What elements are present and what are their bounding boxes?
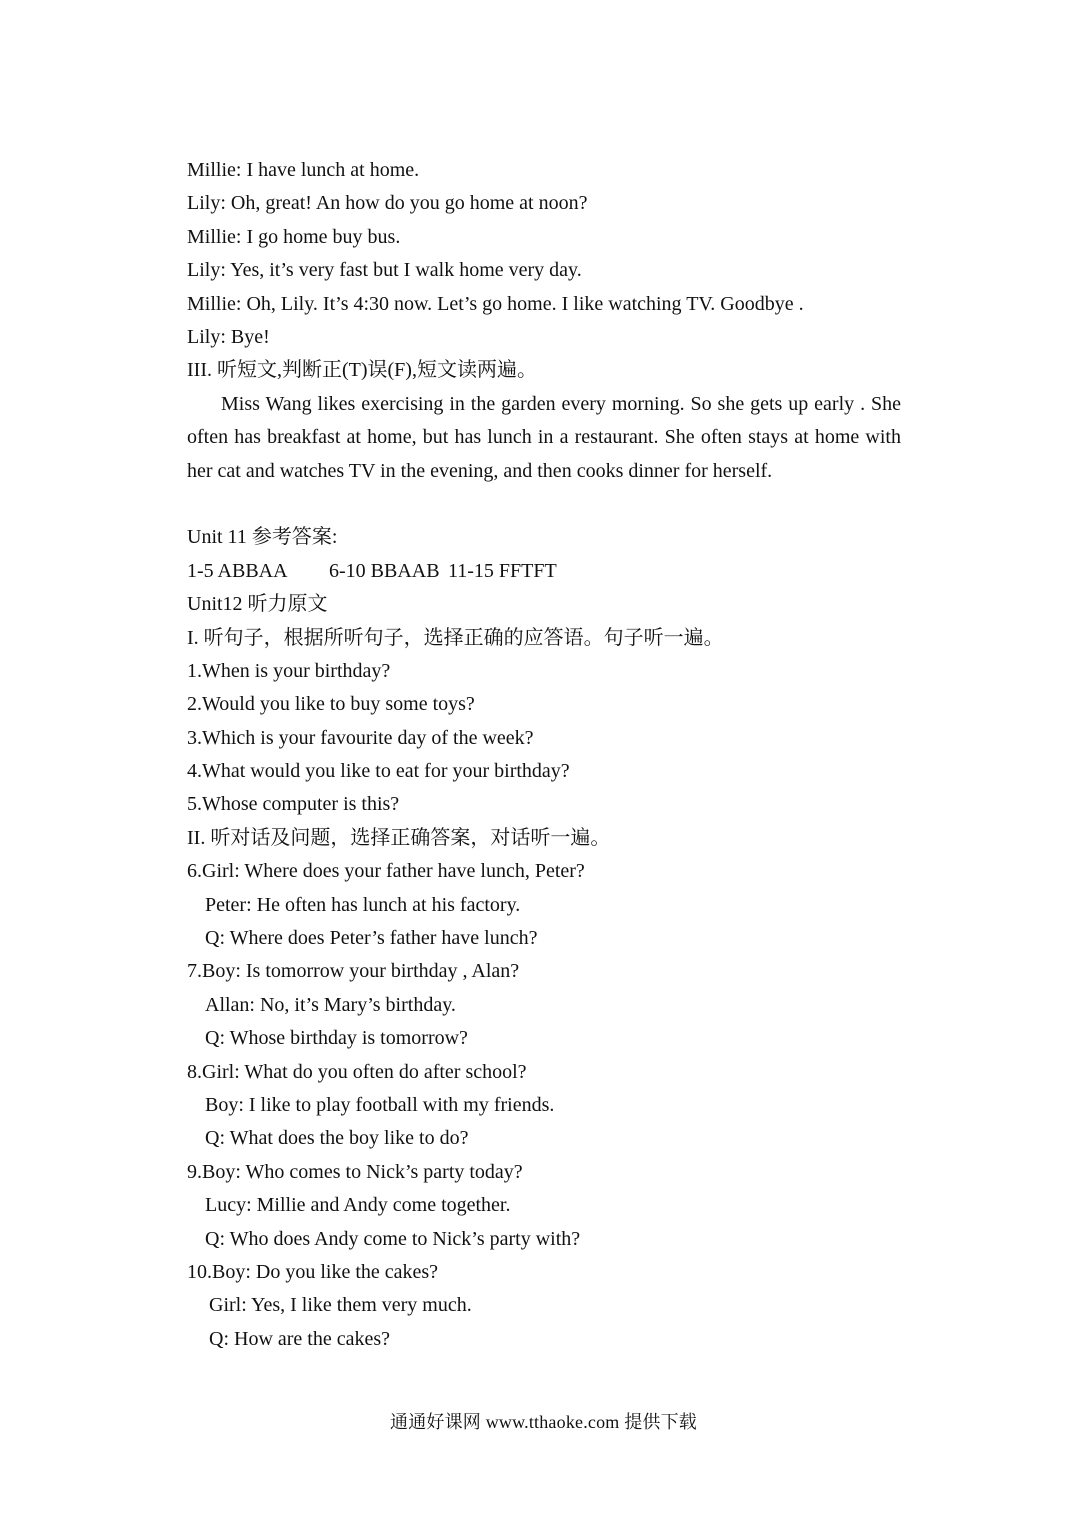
question-line: Q: Whose birthday is tomorrow? [205,1027,468,1050]
spacer [187,488,901,521]
question-line: Q: What does the boy like to do? [205,1127,469,1150]
unit11-answer-key [187,555,901,588]
dialogue-question-line: 7.Boy: Is tomorrow your birthday , Alan? [187,960,520,983]
dialogue-line: Millie: I go home buy bus. [187,225,401,248]
section-title-iii: III. 听短文,判断正(T)误(F),短文读两遍。 [187,359,537,382]
sentence-item: 4.What would you like to eat for your birthday? [187,760,570,783]
dialogue-answer-line: Girl: Yes, I like them very much. [209,1294,472,1317]
listening-passage: Miss Wang likes exercising in the garden every morning. So she gets up early . She often has breakfast at home, but has lunch in a restaurant. She often stays at home with her cat and watches TV in the evening, and then cooks dinner for herself. [187,392,901,482]
dialogue-question-line: 9.Boy: Who comes to Nick’s party today? [187,1160,523,1183]
dialogue-line: Lily: Yes, it’s very fast but I walk home very day. [187,259,582,282]
dialogue-question-line: 10.Boy: Do you like the cakes? [187,1260,439,1283]
dialogue-line: Lily: Oh, great! An how do you go home at noon? [187,192,588,215]
dialogue-answer-line: Boy: I like to play football with my friends. [205,1093,555,1116]
answer-group: 11-15 FFTFT [448,559,557,582]
unit11-heading: Unit 11 参考答案: [187,526,338,549]
section-title-i: I. 听句子，根据所听句子，选择正确的应答语。句子听一遍。 [187,626,724,649]
page-footer: 通通好课网 www.tthaoke.com 提供下载 [390,1412,697,1432]
dialogue-answer-line: Peter: He often has lunch at his factory. [205,893,521,916]
sentence-item: 5.Whose computer is this? [187,793,400,816]
answer-group: 1-5 ABBAA [187,559,288,582]
question-line: Q: Where does Peter’s father have lunch? [205,927,538,950]
unit12-heading: Unit12 听力原文 [187,593,328,616]
sentence-item: 1.When is your birthday? [187,659,391,682]
sentence-item: 2.Would you like to buy some toys? [187,693,475,716]
dialogue-answer-line: Lucy: Millie and Andy come together. [205,1194,511,1217]
dialogue-answer-line: Allan: No, it’s Mary’s birthday. [205,993,456,1016]
question-line: Q: Who does Andy come to Nick’s party with? [205,1227,581,1250]
dialogue-line: Millie: I have lunch at home. [187,159,420,181]
question-line: Q: How are the cakes? [209,1327,391,1350]
dialogue-line: Millie: Oh, Lily. It’s 4:30 now. Let’s go home. I like watching TV. Goodbye . [187,292,804,315]
dialogue-question-line: 6.Girl: Where does your father have lunch, Peter? [187,860,585,883]
answer-group: 6-10 BBAAB [329,559,440,582]
dialogue-question-line: 8.Girl: What do you often do after school? [187,1060,527,1083]
dialogue-line: Lily: Bye! [187,325,270,348]
section-title-ii: II. 听对话及问题，选择正确答案，对话听一遍。 [187,826,611,849]
page-content [187,154,901,1356]
sentence-item: 3.Which is your favourite day of the week? [187,726,534,749]
